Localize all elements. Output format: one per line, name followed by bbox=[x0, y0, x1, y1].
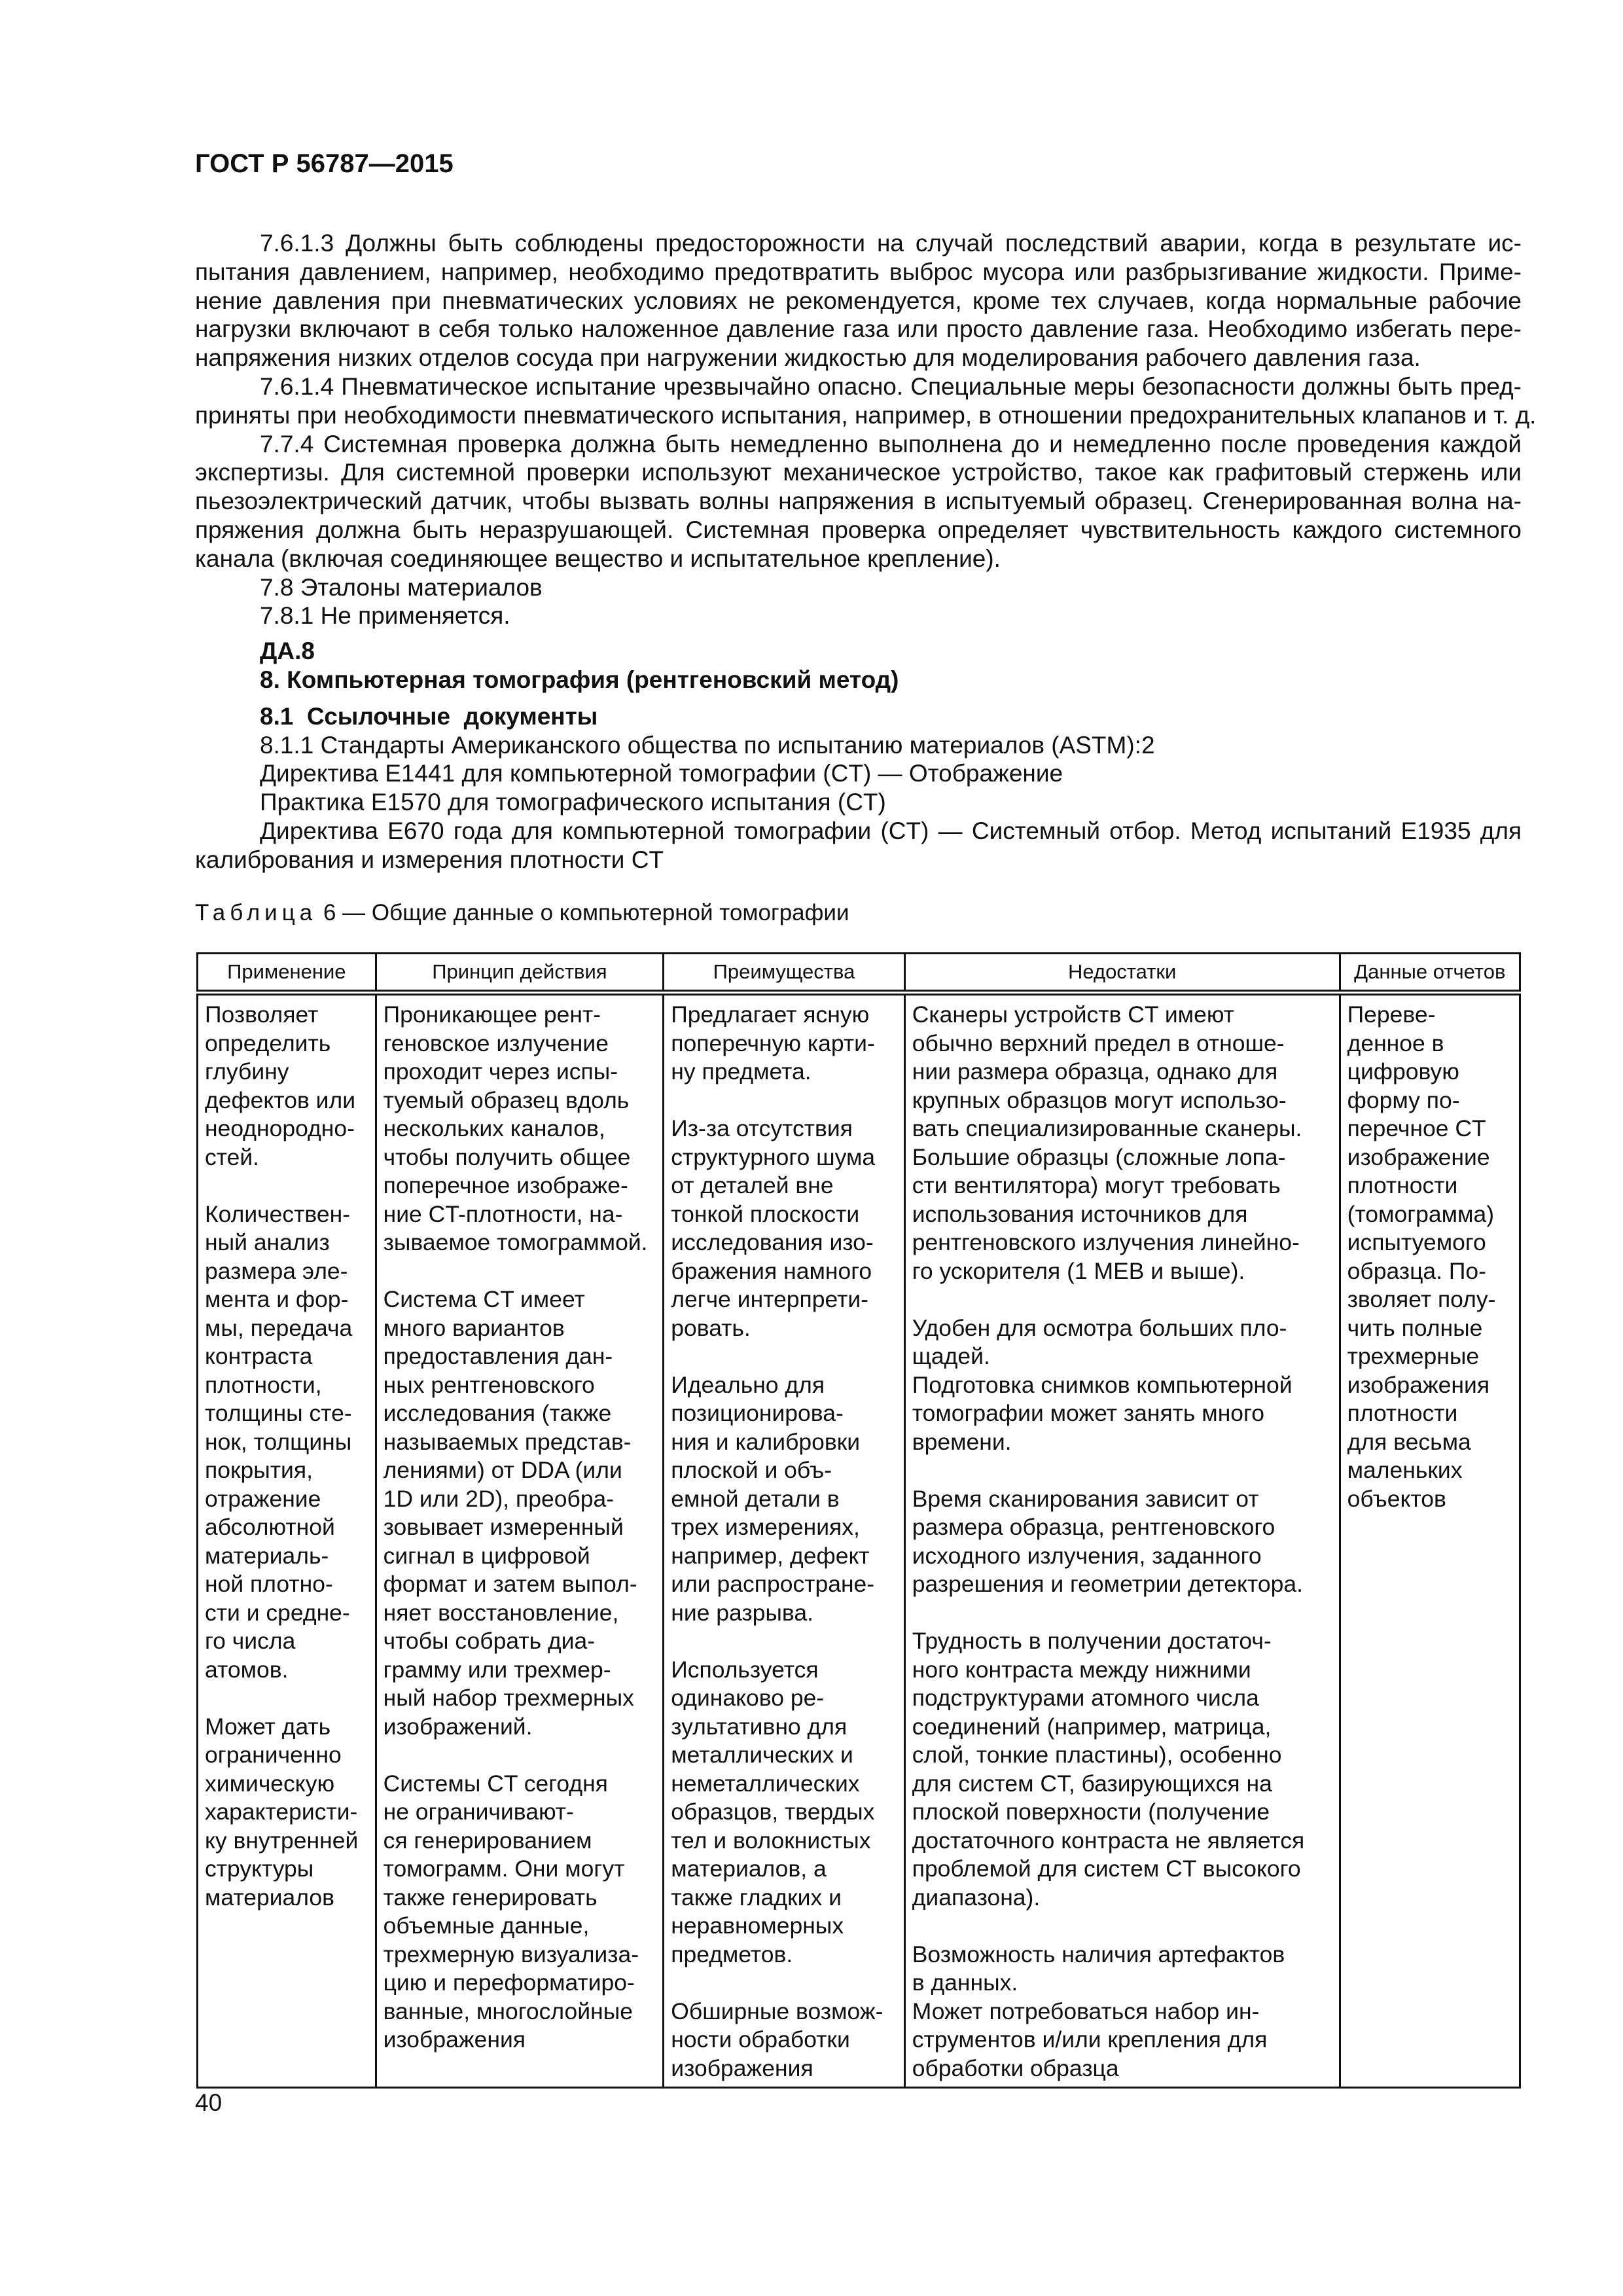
text-line: напряжения низких отделов сосуда при нагружении жидкостью для моделирования рабочего давления газа. bbox=[195, 344, 1421, 372]
cell-line: Предлагает ясную bbox=[671, 1001, 870, 1028]
body-text bbox=[195, 229, 1537, 874]
cell-line: называемых представ- bbox=[383, 1428, 632, 1455]
cell-line: ние CT-плотности, на- bbox=[383, 1200, 623, 1227]
cell-line: ну предмета. bbox=[671, 1058, 812, 1085]
cell-line: чтобы собрать диа- bbox=[383, 1628, 596, 1654]
cell-line: предоставления дан- bbox=[383, 1343, 613, 1369]
section-7-8: 7.8 Эталоны материалов bbox=[260, 573, 543, 601]
cell-line: лениями) от DDA (или bbox=[383, 1457, 622, 1483]
text-line: пряжения должна быть неразрушающей. Системная проверка определяет чувствительность каждого системного bbox=[195, 516, 1522, 543]
text-line: 7.7.4 Системная проверка должна быть немедленно выполнена до и немедленно после проведения каждой bbox=[260, 430, 1522, 457]
column-header-principle: Принцип действия bbox=[376, 954, 664, 993]
cell-line: Удобен для осмотра больших пло- bbox=[912, 1314, 1287, 1341]
cell-line: сигнал в цифровой bbox=[383, 1542, 590, 1569]
cell-line: размера образца, рентгеновского bbox=[912, 1514, 1275, 1540]
text-line: приняты при необходимости пневматического испытания, например, в отношении предохранительных клапанов и т. д. bbox=[195, 401, 1537, 429]
cell-line: Проникающее рент- bbox=[383, 1001, 601, 1028]
cell-line: ния и калибровки bbox=[671, 1428, 861, 1455]
cell-line: 1D или 2D), преобра- bbox=[383, 1485, 615, 1512]
cell-line: емной детали в bbox=[671, 1485, 840, 1512]
paragraph-7-6-1-4 bbox=[195, 372, 1537, 430]
blank-line bbox=[912, 1599, 1332, 1628]
cell-line: плотности bbox=[1347, 1172, 1458, 1198]
cell-advantages bbox=[664, 993, 904, 2088]
cell-line: обработки образца bbox=[912, 2054, 1119, 2081]
cell-line: рентгеновского излучения линейно- bbox=[912, 1229, 1300, 1255]
cell-line: в данных. bbox=[912, 1969, 1018, 1996]
cell-line: ровать. bbox=[671, 1314, 751, 1341]
cell-line: поперечное изображе- bbox=[383, 1172, 628, 1198]
cell-line: диапазона). bbox=[912, 1884, 1041, 1910]
cell-disadvantages bbox=[904, 993, 1340, 2088]
blank-line bbox=[383, 1257, 656, 1286]
cell-line: испытуемого bbox=[1347, 1229, 1486, 1255]
cell-line: изображений. bbox=[383, 1713, 533, 1740]
blank-line bbox=[912, 1285, 1332, 1314]
column-header-advantages: Преимущества bbox=[664, 954, 904, 993]
cell-line: го числа bbox=[205, 1628, 296, 1654]
reference-e670 bbox=[195, 817, 1522, 874]
cell-line: соединений (например, матрица, bbox=[912, 1713, 1272, 1740]
cell-line: зовывает измеренный bbox=[383, 1514, 624, 1540]
cell-line: Количествен- bbox=[205, 1200, 351, 1227]
cell-line: нии размера образца, однако для bbox=[912, 1058, 1278, 1085]
cell-line: плотности bbox=[1347, 1400, 1458, 1426]
cell-line: размера эле- bbox=[205, 1257, 348, 1284]
cell-line: поперечную карти- bbox=[671, 1030, 875, 1056]
cell-line: слой, тонкие пластины), особенно bbox=[912, 1742, 1282, 1768]
cell-line: Трудность в получении достаточ- bbox=[912, 1628, 1272, 1654]
cell-line: Система CT имеет bbox=[383, 1286, 585, 1312]
cell-line: крупных образцов могут использо- bbox=[912, 1086, 1287, 1113]
cell-line: легче интерпрети- bbox=[671, 1286, 868, 1312]
cell-line: Позволяет bbox=[205, 1001, 319, 1028]
cell-line: много вариантов bbox=[383, 1314, 565, 1341]
cell-line: тонкой плоскости bbox=[671, 1200, 860, 1227]
cell-line: исследования изо- bbox=[671, 1229, 874, 1255]
cell-line: структуры bbox=[205, 1856, 314, 1882]
cell-line: ние разрыва. bbox=[671, 1599, 813, 1626]
cell-line: Обширные возмож- bbox=[671, 1998, 883, 2024]
cell-line: Может потребоваться набор ин- bbox=[912, 1998, 1260, 2024]
cell-line: Идеально для bbox=[671, 1371, 825, 1398]
cell-line: также генерировать bbox=[383, 1884, 597, 1910]
reference-e1441: Директива E1441 для компьютерной томографии (CT) — Отображение bbox=[260, 760, 1063, 787]
cell-line: исследования (также bbox=[383, 1400, 612, 1426]
cell-line: ный анализ bbox=[205, 1229, 330, 1255]
cell-line: исходного излучения, заданного bbox=[912, 1542, 1262, 1569]
cell-line: от деталей вне bbox=[671, 1172, 834, 1198]
cell-line: одинаково ре- bbox=[671, 1685, 825, 1711]
annex-item-heading: ДА.8 bbox=[260, 637, 315, 665]
cell-line: также гладких и bbox=[671, 1884, 842, 1910]
column-header-disadvantages: Недостатки bbox=[904, 954, 1340, 993]
text-line: калибрования и измерения плотности CT bbox=[195, 846, 664, 873]
cell-line: чить полные bbox=[1347, 1314, 1483, 1341]
cell-line: Используется bbox=[671, 1656, 819, 1683]
cell-line: материаль- bbox=[205, 1542, 329, 1569]
cell-line: изображения bbox=[383, 2026, 526, 2053]
text-line: нагрузки включают в себя только наложенное давление газа или просто давление газа. Необходимо избегать пере- bbox=[195, 315, 1522, 343]
cell-line: мы, передача bbox=[205, 1314, 353, 1341]
table-row bbox=[198, 993, 1520, 2088]
cell-line: чтобы получить общее bbox=[383, 1143, 631, 1170]
cell-line: няет восстановление, bbox=[383, 1599, 619, 1626]
cell-line: форму по- bbox=[1347, 1086, 1460, 1113]
cell-line: контраста bbox=[205, 1343, 313, 1369]
cell-line: времени. bbox=[912, 1428, 1012, 1455]
section-8-heading: 8. Компьютерная томография (рентгеновский метод) bbox=[260, 666, 899, 693]
cell-line: изображение bbox=[1347, 1143, 1490, 1170]
cell-line: металлических и bbox=[671, 1742, 853, 1768]
text-line: пьезоэлектрический датчик, чтобы вызвать волны напряжения в испытуемый образец. Сгенерированная волна на- bbox=[195, 488, 1522, 515]
cell-line: струментов и/или крепления для bbox=[912, 2026, 1268, 2053]
section-7-8-1: 7.8.1 Не применяется. bbox=[260, 602, 510, 630]
text-line: 7.6.1.3 Должны быть соблюдены предосторожности на случай последствий аварии, когда в результате ис- bbox=[260, 230, 1522, 257]
cell-line: томографии может занять много bbox=[912, 1400, 1264, 1426]
page-number: 40 bbox=[195, 2089, 223, 2116]
blank-line bbox=[671, 1086, 897, 1115]
cell-line: денное в bbox=[1347, 1030, 1444, 1056]
cell-line: плоской и объ- bbox=[671, 1457, 832, 1483]
blank-line bbox=[671, 1627, 897, 1656]
cell-line: неоднородно- bbox=[205, 1115, 355, 1141]
cell-line: геновское излучение bbox=[383, 1030, 609, 1056]
cell-line: нок, толщины bbox=[205, 1428, 352, 1455]
cell-line: или распростране- bbox=[671, 1571, 875, 1597]
blank-line bbox=[205, 1172, 368, 1200]
cell-line: покрытия, bbox=[205, 1457, 313, 1483]
cell-line: характеристи- bbox=[205, 1799, 358, 1825]
cell-line: плоской поверхности (получение bbox=[912, 1799, 1270, 1825]
cell-line: глубину bbox=[205, 1058, 289, 1085]
cell-line: нескольких каналов, bbox=[383, 1115, 605, 1141]
cell-line: изображения bbox=[1347, 1371, 1490, 1398]
cell-line: объектов bbox=[1347, 1485, 1446, 1512]
reference-e1570: Практика E1570 для томографического испытания (CT) bbox=[260, 789, 886, 816]
blank-line bbox=[205, 1684, 368, 1713]
cell-line: проблемой для систем CT высокого bbox=[912, 1856, 1301, 1882]
cell-line: атомов. bbox=[205, 1656, 289, 1683]
cell-line: проходит через испы- bbox=[383, 1058, 618, 1085]
cell-application bbox=[198, 993, 376, 2088]
cell-line: (томограмма) bbox=[1347, 1200, 1495, 1227]
text-line: 7.6.1.4 Пневматическое испытание чрезвычайно опасно. Специальные меры безопасности должны быть пред- bbox=[260, 372, 1522, 400]
cell-line: Из-за отсутствия bbox=[671, 1115, 853, 1141]
cell-line: формат и затем выпол- bbox=[383, 1571, 637, 1597]
cell-line: ся генерированием bbox=[383, 1827, 592, 1854]
table-caption-text: 6 — Общие данные о компьютерной томографии bbox=[323, 900, 849, 925]
column-header-report-data: Данные отчетов bbox=[1340, 954, 1520, 993]
blank-line bbox=[671, 1342, 897, 1371]
cell-line: ного контраста между нижними bbox=[912, 1656, 1251, 1683]
section-8-1-heading: 8.1 Ссылочные документы bbox=[260, 702, 598, 730]
cell-line: щадей. bbox=[912, 1343, 990, 1369]
cell-report-data bbox=[1340, 993, 1520, 2088]
cell-line: ванные, многослойные bbox=[383, 1998, 633, 2024]
cell-line: подструктурами атомного числа bbox=[912, 1685, 1259, 1711]
paragraph-7-6-1-3 bbox=[195, 229, 1522, 372]
cell-line: стей. bbox=[205, 1143, 260, 1170]
cell-line: ности обработки bbox=[671, 2026, 850, 2053]
cell-line: образцов, твердых bbox=[671, 1799, 875, 1825]
cell-line: материалов, а bbox=[671, 1856, 827, 1882]
cell-line: Подготовка снимков компьютерной bbox=[912, 1371, 1293, 1398]
document-header: ГОСТ Р 56787—2015 bbox=[195, 149, 454, 178]
cell-line: Большие образцы (сложные лопа- bbox=[912, 1143, 1286, 1170]
text-line: экспертизы. Для системной проверки используют механическое устройство, такое как графитовый стержень или bbox=[195, 459, 1522, 486]
cell-line: бражения намного bbox=[671, 1257, 872, 1284]
cell-line: зволяет полу- bbox=[1347, 1286, 1496, 1312]
cell-line: Возможность наличия артефактов bbox=[912, 1941, 1285, 1967]
cell-line: Время сканирования зависит от bbox=[912, 1485, 1259, 1512]
cell-line: ный набор трехмерных bbox=[383, 1685, 634, 1711]
cell-line: разрешения и геометрии детектора. bbox=[912, 1571, 1303, 1597]
cell-line: образца. По- bbox=[1347, 1257, 1486, 1284]
cell-line: цию и переформатиро- bbox=[383, 1969, 635, 1996]
cell-line: зываемое томограммой. bbox=[383, 1229, 648, 1255]
blank-line bbox=[912, 1456, 1332, 1485]
cell-line: не ограничивают- bbox=[383, 1799, 574, 1825]
cell-line: зультативно для bbox=[671, 1713, 847, 1740]
blank-line bbox=[383, 1741, 656, 1770]
cell-line: сти и средне- bbox=[205, 1599, 350, 1626]
cell-line: неметаллических bbox=[671, 1770, 860, 1797]
cell-line: трех измерениях, bbox=[671, 1514, 860, 1540]
cell-line: для весьма bbox=[1347, 1428, 1471, 1455]
column-header-application: Применение bbox=[198, 954, 376, 993]
text-line: канала (включая соединяющее вещество и испытательное крепление). bbox=[195, 545, 1001, 572]
cell-line: трехмерную визуализа- bbox=[383, 1941, 639, 1967]
text-line: нение давления при пневматических условиях не рекомендуется, кроме тех случаев, когда нормальные рабочие bbox=[195, 287, 1522, 314]
cell-line: го ускорителя (1 МЕВ и выше). bbox=[912, 1257, 1245, 1284]
cell-line: отражение bbox=[205, 1485, 321, 1512]
cell-line: Переве- bbox=[1347, 1001, 1436, 1028]
cell-line: для систем CT, базирующихся на bbox=[912, 1770, 1272, 1797]
cell-line: цифровую bbox=[1347, 1058, 1459, 1085]
ct-data-table bbox=[196, 952, 1521, 2089]
cell-line: определить bbox=[205, 1030, 331, 1056]
cell-line: тел и волокнистых bbox=[671, 1827, 871, 1854]
text-line: пытания давлением, например, необходимо предотвратить выброс мусора или разбрызгивание жидкости. Приме- bbox=[195, 258, 1522, 285]
cell-line: обычно верхний предел в отноше- bbox=[912, 1030, 1285, 1056]
cell-line: достаточного контраста не является bbox=[912, 1827, 1305, 1854]
cell-line: маленьких bbox=[1347, 1457, 1463, 1483]
cell-line: структурного шума bbox=[671, 1143, 876, 1170]
cell-line: трехмерные bbox=[1347, 1343, 1480, 1369]
cell-line: плотности, bbox=[205, 1371, 322, 1398]
cell-line: дефектов или bbox=[205, 1086, 356, 1113]
cell-line: например, дефект bbox=[671, 1542, 870, 1569]
cell-line: Сканеры устройств CT имеют bbox=[912, 1001, 1234, 1028]
cell-line: ограниченно bbox=[205, 1742, 342, 1768]
cell-line: ных рентгеновского bbox=[383, 1371, 595, 1398]
cell-line: использования источников для bbox=[912, 1200, 1248, 1227]
cell-line: изображения bbox=[671, 2054, 813, 2081]
text-line: Директива E670 года для компьютерной томографии (CT) — Системный отбор. Метод испытаний E1935 для bbox=[260, 817, 1522, 844]
blank-line bbox=[671, 1969, 897, 1998]
cell-line: Может дать bbox=[205, 1713, 331, 1740]
cell-line: перечное CT bbox=[1347, 1115, 1486, 1141]
cell-line: неравномерных bbox=[671, 1912, 844, 1939]
cell-line: томограмм. Они могут bbox=[383, 1856, 625, 1882]
cell-line: абсолютной bbox=[205, 1514, 335, 1540]
table-caption bbox=[195, 900, 849, 926]
cell-line: грамму или трехмер- bbox=[383, 1656, 611, 1683]
cell-line: ной плотно- bbox=[205, 1571, 333, 1597]
cell-line: толщины сте- bbox=[205, 1400, 352, 1426]
cell-line: химическую bbox=[205, 1770, 335, 1797]
cell-line: объемные данные, bbox=[383, 1912, 590, 1939]
cell-line: предметов. bbox=[671, 1941, 793, 1967]
cell-line: материалов bbox=[205, 1884, 335, 1910]
section-8-1-1: 8.1.1 Стандарты Американского общества по испытанию материалов (ASTM):2 bbox=[260, 731, 1155, 759]
cell-line: ку внутренней bbox=[205, 1827, 359, 1854]
cell-principle bbox=[376, 993, 664, 2088]
cell-line: мента и фор- bbox=[205, 1286, 349, 1312]
table-header-row bbox=[198, 954, 1520, 993]
blank-line bbox=[912, 1912, 1332, 1941]
paragraph-7-7-4 bbox=[195, 430, 1522, 573]
table-caption-label: Таблица bbox=[195, 900, 317, 925]
cell-line: туемый образец вдоль bbox=[383, 1086, 630, 1113]
cell-line: сти вентилятора) могут требовать bbox=[912, 1172, 1281, 1198]
cell-line: вать специализированные сканеры. bbox=[912, 1115, 1302, 1141]
cell-line: Системы CT сегодня bbox=[383, 1770, 608, 1797]
cell-line: позиционирова- bbox=[671, 1400, 844, 1426]
